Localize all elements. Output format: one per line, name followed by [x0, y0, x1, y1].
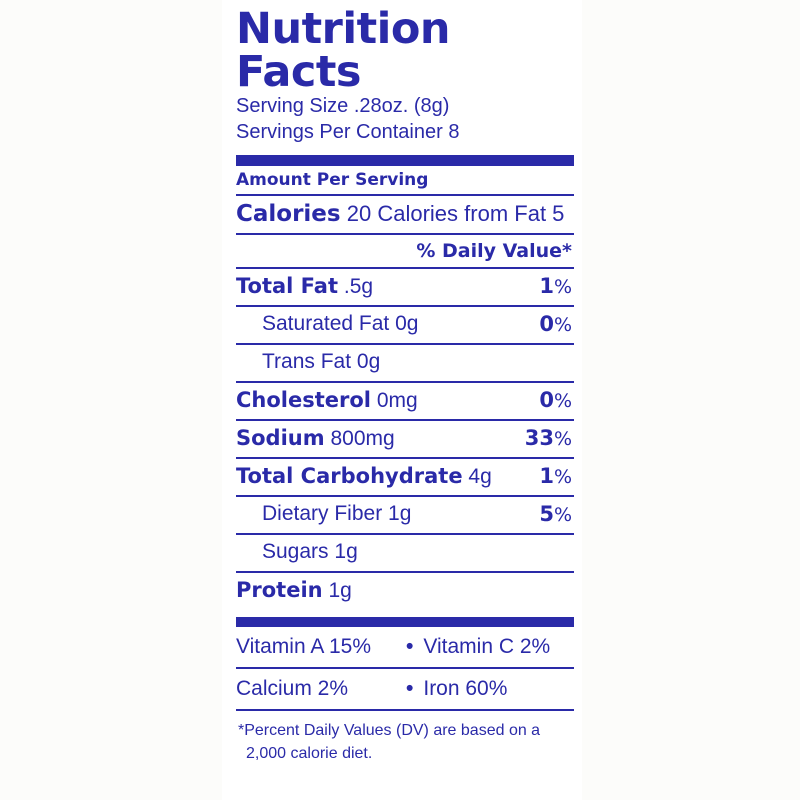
nutrient-amount: 0mg — [376, 389, 418, 413]
servings-per-container: Servings Per Container 8 — [236, 120, 460, 143]
nutrient-name: Dietary Fiber — [262, 502, 383, 526]
nutrient-name: Sugars — [262, 540, 329, 564]
nutrient-amount: 1g — [388, 502, 412, 526]
daily-value-header: % Daily Value* — [416, 240, 572, 263]
nutrient-dv: 1% — [539, 464, 572, 489]
package-left-margin — [0, 0, 222, 800]
footnote-line-1: *Percent Daily Values (DV) are based on a — [238, 722, 541, 740]
nutrient-name: Cholesterol — [236, 388, 371, 413]
nutrient-name: Saturated Fat — [262, 312, 390, 336]
vitamin-row — [222, 627, 582, 667]
nutrient-name: Protein — [236, 578, 323, 603]
table-row — [222, 345, 582, 381]
nutrient-amount: 4g — [468, 465, 492, 489]
page-title: Nutrition Facts — [236, 4, 451, 97]
calories-row — [222, 196, 582, 233]
divider-before-vitamins — [236, 617, 574, 627]
table-row — [222, 307, 582, 343]
nutrient-amount: .5g — [343, 275, 374, 299]
bullet-icon: • — [406, 635, 414, 659]
nutrient-dv: 5% — [539, 502, 572, 527]
nutrient-dv: 1% — [539, 274, 572, 299]
nutrient-amount: 0g — [395, 312, 419, 336]
nutrient-dv: 0% — [539, 388, 572, 413]
iron: Iron 60% — [423, 677, 508, 701]
bullet-icon: • — [406, 677, 414, 701]
calcium: Calcium 2% — [236, 677, 349, 701]
footnote-line-2: 2,000 calorie diet. — [246, 744, 373, 762]
table-row — [222, 383, 582, 419]
table-row — [222, 459, 582, 495]
serving-size: Serving Size .28oz. (8g) — [236, 95, 450, 117]
nutrient-dv: 0% — [539, 312, 572, 337]
nutrient-amount: 0g — [356, 350, 381, 374]
package-right-margin — [582, 0, 800, 800]
nutrient-name: Total Carbohydrate — [236, 464, 463, 489]
nutrition-facts-label — [222, 0, 582, 800]
divider-thick-top — [236, 155, 574, 166]
calories-value: 20 — [346, 201, 372, 227]
nutrient-amount: 1g — [334, 540, 358, 564]
nutrient-name: Total Fat — [236, 274, 339, 299]
nutrient-name: Trans Fat — [262, 350, 352, 374]
table-row — [222, 269, 582, 305]
calories-from-fat: Calories from Fat 5 — [377, 201, 565, 227]
nutrient-dv: 33% — [524, 426, 572, 451]
nutrient-name: Sodium — [236, 426, 325, 451]
table-row — [222, 421, 582, 457]
nutrient-amount: 800mg — [330, 427, 395, 451]
table-row — [222, 497, 582, 533]
table-row — [222, 535, 582, 571]
vitamin-c: Vitamin C 2% — [423, 635, 551, 659]
vitamin-a: Vitamin A 15% — [236, 635, 372, 659]
table-row — [222, 573, 582, 609]
amount-per-serving-label: Amount Per Serving — [236, 170, 429, 191]
vitamin-row — [222, 669, 582, 709]
nutrient-amount: 1g — [328, 579, 352, 603]
calories-label: Calories — [236, 201, 341, 228]
